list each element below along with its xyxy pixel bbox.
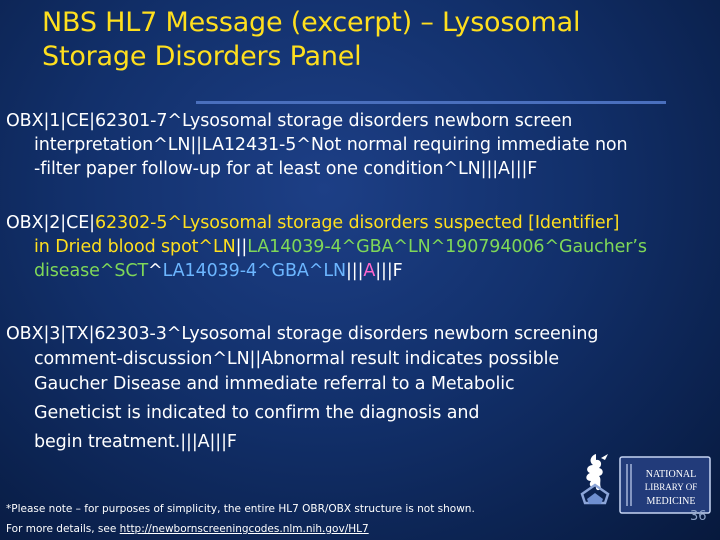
obx1-line2: interpretation^LN||LA12431-5^Not normal requiring immediate non bbox=[34, 135, 628, 155]
obx-segment-1 bbox=[6, 109, 706, 181]
page-number: 36 bbox=[690, 509, 707, 524]
hhs-eagle-icon bbox=[568, 450, 622, 514]
obx2-gene-code: LA14039-4^GBA^LN bbox=[162, 261, 346, 281]
obx1-line1: OBX|1|CE|62301-7^Lysosomal storage disorders newborn screen bbox=[6, 111, 573, 131]
nlm-logo-line1: NATIONAL bbox=[645, 469, 697, 480]
obx2-pipes: ||| bbox=[345, 261, 364, 281]
obx1-line3: -filter paper follow-up for at least one condition^LN|||A|||F bbox=[34, 159, 538, 179]
obx2-caret: ^ bbox=[148, 261, 163, 281]
slide-title bbox=[42, 6, 682, 74]
nlm-logo-line3: MEDICINE bbox=[646, 496, 696, 507]
obx3-line5: begin treatment.|||A|||F bbox=[34, 432, 237, 452]
obx-segment-3 bbox=[6, 322, 706, 455]
obx2-line1 bbox=[6, 211, 706, 235]
obx2-observation-code: 62302-5^Lysosomal storage disorders suspected [Identifier] bbox=[94, 213, 620, 233]
obx3-line4: Geneticist is indicated to confirm the diagnosis and bbox=[34, 403, 480, 423]
footnote-link[interactable]: http://newbornscreeningcodes.nlm.nih.gov/HL7 bbox=[119, 523, 369, 535]
obx3-line2: comment-discussion^LN||Abnormal result indicates possible bbox=[34, 349, 560, 369]
obx2-answer-code-cont: disease^SCT bbox=[34, 261, 149, 281]
obx3-line3: Gaucher Disease and immediate referral to a Metabolic bbox=[34, 374, 515, 394]
slide-title-line1: NBS HL7 Message (excerpt) – Lysosomal bbox=[42, 7, 581, 38]
footnote-note: *Please note – for purposes of simplicity, the entire HL7 OBR/OBX structure is not shown. bbox=[6, 503, 475, 515]
obx2-observation-code-cont: in Dried blood spot^LN bbox=[34, 237, 236, 257]
footnote-details bbox=[6, 519, 566, 539]
title-divider bbox=[196, 101, 666, 104]
obx2-line2 bbox=[6, 235, 706, 259]
footnote-details-prefix: For more details, see bbox=[6, 523, 120, 535]
obx2-status: |||F bbox=[375, 261, 403, 281]
obx3-line1: OBX|3|TX|62303-3^Lysosomal storage disorders newborn screening bbox=[6, 324, 599, 344]
slide-title-line2: Storage Disorders Panel bbox=[42, 41, 362, 72]
obx2-line3 bbox=[6, 259, 706, 283]
footnote bbox=[6, 499, 566, 539]
obx2-answer-code: LA14039-4^GBA^LN^190794006^Gaucher’s bbox=[247, 237, 647, 257]
obx2-prefix: OBX|2|CE| bbox=[6, 213, 95, 233]
obx-segment-2 bbox=[6, 211, 706, 283]
obx2-separator: || bbox=[235, 237, 248, 257]
nlm-logo-icon bbox=[619, 456, 711, 514]
obx2-abnormal-flag: A bbox=[363, 261, 376, 281]
nlm-logo-line2: LIBRARY OF bbox=[644, 482, 698, 492]
